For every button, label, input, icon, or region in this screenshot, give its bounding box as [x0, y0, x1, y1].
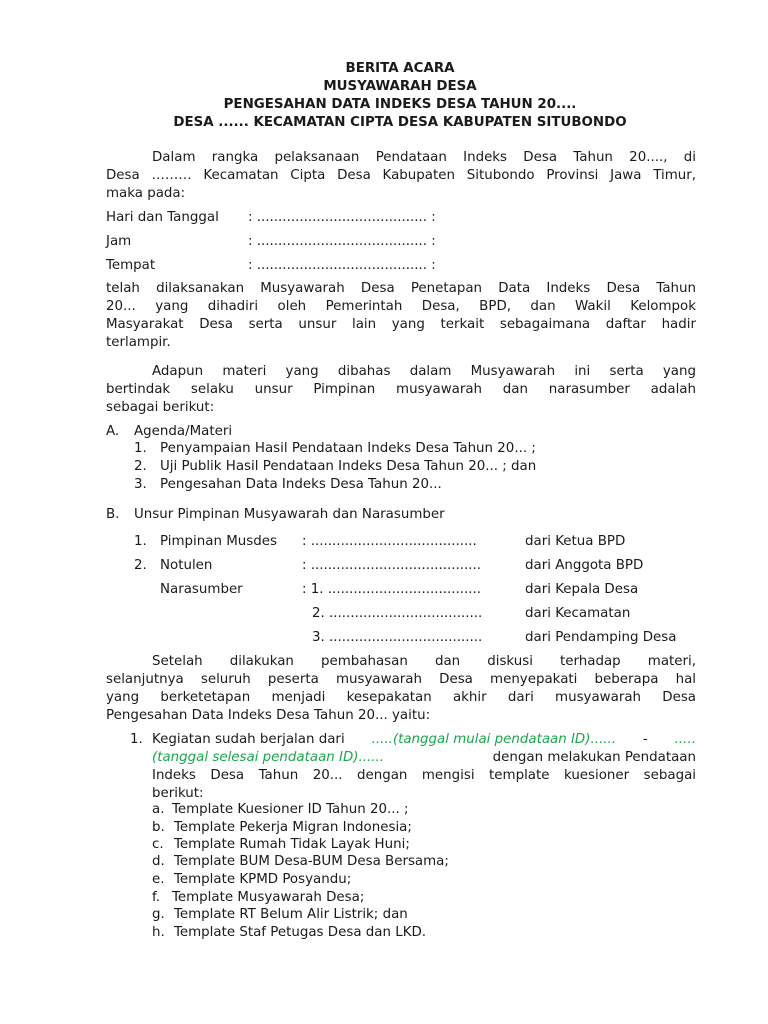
leader-row-from: dari Kecamatan — [525, 606, 631, 621]
template-letter: b. — [152, 820, 165, 835]
para2-line-2: 20... yang dihadiri oleh Pemerintah Desa, BPD, dan Wakil Kelompok — [106, 299, 696, 314]
template-letter: c. — [152, 837, 164, 852]
leader-row-value: 2. .................................... — [312, 606, 483, 621]
agenda-item-num: 1. — [134, 441, 147, 456]
leader-row-value: 3. .................................... — [312, 630, 483, 645]
leader-row-role: Pimpinan Musdes — [160, 534, 277, 549]
intro-line-2: Desa ……… Kecamatan Cipta Desa Kabupaten Situbondo Provinsi Jawa Timur, — [106, 168, 696, 183]
para2-line-4: terlampir. — [106, 335, 171, 350]
para3-line-2: bertindak selaku unsur Pimpinan musyawarah dan narasumber adalah — [106, 382, 696, 397]
leader-row-value: : 1. .................................... — [302, 582, 482, 597]
field-label-time: Jam — [106, 234, 132, 249]
section-b-title: Unsur Pimpinan Musyawarah dan Narasumber — [134, 507, 445, 522]
decision-line-2-text: dengan melakukan Pendataan — [492, 750, 696, 765]
leader-row-from: dari Pendamping Desa — [525, 630, 677, 645]
doc-subtitle-musdes: MUSYAWARAH DESA — [323, 79, 477, 94]
section-b-letter: B. — [106, 507, 120, 522]
intro-line-3: maka pada: — [106, 186, 186, 201]
agenda-item-text: Uji Publik Hasil Pendataan Indeks Desa Tahun 20... ; dan — [160, 459, 537, 474]
section-a-letter: A. — [106, 424, 120, 439]
agenda-item-text: Penyampaian Hasil Pendataan Indeks Desa Tahun 20... ; — [160, 441, 536, 456]
doc-subtitle-pengesahan: PENGESAHAN DATA INDEKS DESA TAHUN 20.... — [223, 97, 577, 112]
decision-line-3: Indeks Desa Tahun 20... dengan mengisi template kuesioner sebagai — [152, 768, 696, 783]
leader-row-value: : ........................................ — [302, 558, 482, 573]
leader-row-role: Notulen — [160, 558, 213, 573]
leader-row-from: dari Ketua BPD — [525, 534, 626, 549]
leader-row-value: : ....................................... — [302, 534, 477, 549]
doc-title: BERITA ACARA — [345, 61, 455, 76]
end-date-dots: ..... — [674, 732, 696, 747]
para4-line-3: yang berketetapan menjadi kesepakatan akhir dari musyawarah Desa — [106, 690, 696, 705]
field-label-date: Hari dan Tanggal — [106, 210, 219, 225]
template-item: Template Rumah Tidak Layak Huni; — [174, 837, 410, 852]
template-letter: e. — [152, 872, 165, 887]
template-item: Template KPMD Posyandu; — [174, 872, 352, 887]
end-date-placeholder: (tanggal selesai pendataan ID)...... — [152, 750, 385, 765]
doc-subtitle-location: DESA ...... KECAMATAN CIPTA DESA KABUPATEN SITUBONDO — [173, 115, 627, 130]
start-date-placeholder: .....(tanggal mulai pendataan ID)...... — [371, 732, 617, 747]
template-letter: d. — [152, 854, 165, 869]
template-item: Template Kuesioner ID Tahun 20... ; — [172, 802, 409, 817]
decision-line-2 — [152, 749, 696, 767]
intro-line-1: Dalam rangka pelaksanaan Pendataan Indeks Desa Tahun 20...., di — [152, 150, 696, 165]
leader-row-num: 2. — [134, 558, 147, 573]
para2-line-3: Masyarakat Desa serta unsur lain yang terkait sebagaimana daftar hadir — [106, 317, 696, 332]
decision-line-4: berikut: — [152, 786, 204, 801]
leader-row-from: dari Anggota BPD — [525, 558, 644, 573]
para2-line-1: telah dilaksanakan Musyawarah Desa Penetapan Data Indeks Desa Tahun — [106, 281, 696, 296]
template-item: Template RT Belum Alir Listrik; dan — [174, 907, 408, 922]
decision-line-1-text: Kegiatan sudah berjalan dari — [152, 732, 345, 747]
agenda-item-num: 2. — [134, 459, 147, 474]
date-range-dash: - — [642, 732, 648, 747]
agenda-item-num: 3. — [134, 477, 147, 492]
template-letter: h. — [152, 925, 165, 940]
template-letter: a. — [152, 802, 165, 817]
decision-num: 1. — [130, 732, 143, 747]
field-label-place: Tempat — [106, 258, 156, 273]
field-value-place: : ........................................ : — [248, 258, 436, 273]
leader-row-role: Narasumber — [160, 582, 243, 597]
para3-line-1: Adapun materi yang dibahas dalam Musyawarah ini serta yang — [152, 364, 696, 379]
para3-line-3: sebagai berikut: — [106, 400, 215, 415]
template-item: Template Musyawarah Desa; — [172, 890, 365, 905]
leader-row-from: dari Kepala Desa — [525, 582, 639, 597]
template-item: Template Pekerja Migran Indonesia; — [174, 820, 412, 835]
field-value-date: : ........................................ : — [248, 210, 436, 225]
section-a-title: Agenda/Materi — [134, 424, 233, 439]
decision-line-1 — [152, 731, 696, 749]
para4-line-4: Pengesahan Data Indeks Desa Tahun 20... yaitu: — [106, 708, 431, 723]
template-item: Template BUM Desa-BUM Desa Bersama; — [174, 854, 449, 869]
para4-line-2: selanjutnya seluruh peserta musyawarah Desa menyepakati beberapa hal — [106, 672, 696, 687]
template-letter: f. — [152, 890, 160, 905]
agenda-item-text: Pengesahan Data Indeks Desa Tahun 20... — [160, 477, 442, 492]
field-value-time: : ........................................ : — [248, 234, 436, 249]
para4-line-1: Setelah dilakukan pembahasan dan diskusi terhadap materi, — [152, 654, 696, 669]
template-letter: g. — [152, 907, 165, 922]
leader-row-num: 1. — [134, 534, 147, 549]
template-item: Template Staf Petugas Desa dan LKD. — [174, 925, 427, 940]
